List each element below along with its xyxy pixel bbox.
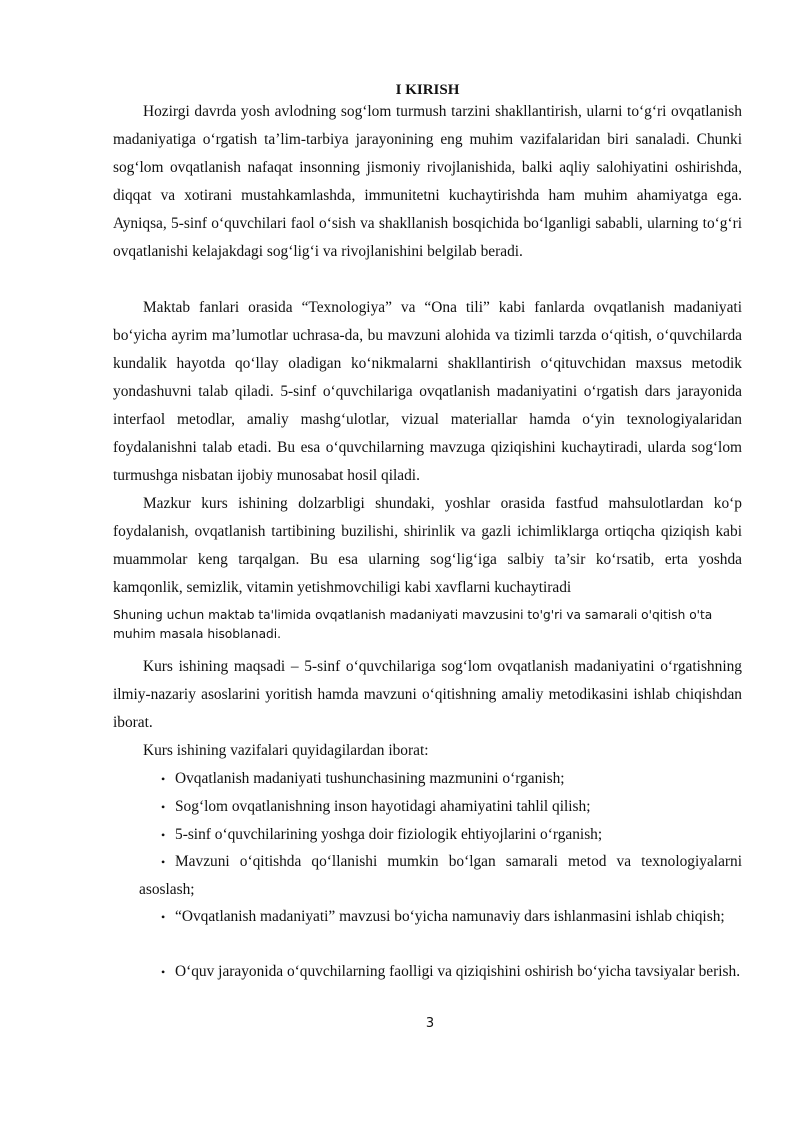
- intro-paragraph-1: Hozirgi davrda yosh avlodning sog‘lom turmush tarzini shakllantirish, ularni to‘g‘ri ovqatlanish madaniyatiga o‘rgatish ta’lim-tarbiya jarayonining eng muhim vazifalaridan biri sanaladi. Chunki sog‘lom ovqatlanish nafaqat insonning jismoniy rivojlanishida, balki aqliy salohiyatini oshirishda, diqqat va xotirani mustahkamlashda, immunitetni kuchaytirishda ham muhim ahamiyatga ega. Ayniqsa, 5-sinf o‘quvchilari faol o‘sish va shakllanish bosqichida bo‘lganligi sababli, ularning to‘g‘ri ovqatlanishi kelajakdagi sog‘lig‘i va rivojlanishini belgilab beradi.: [113, 103, 742, 260]
- intro-paragraph-2: Maktab fanlari orasida “Texnologiya” va “Ona tili” kabi fanlarda ovqatlanish madaniyati bo‘yicha ayrim ma’lumotlar uchrasa-da, bu mavzuni alohida va tizimli tarzda o‘qitish, o‘quvchilarda kundalik hayotda qo‘llay oladigan ko‘nikmalarni shakllantirish o‘qituvchidan maxsus metodik yondashuvni talab qiladi. 5-sinf o‘quvchilariga ovqatlanish madaniyatini o‘rgatish dars jarayonida interfaol metodlar, amaliy mashg‘ulotlar, vizual materiallar hamda o‘yin texnologiyalaridan foydalanishni talab etadi. Bu esa o‘quvchilarning mavzuga qiziqishini kuchaytiradi, ularda sog‘lom turmushga nisbatan ijobiy munosabat hosil qiladi.: [113, 299, 742, 484]
- task-text: O‘quv jarayonida o‘quvchilarning faolligi va qiziqishini oshirish bo‘yicha tavsiyalar berish.: [175, 963, 741, 980]
- task-item: [139, 848, 742, 904]
- page-number: 3: [425, 1016, 435, 1031]
- tasks-intro: Kurs ishining vazifalari quyidagilardan iborat:: [143, 742, 429, 759]
- bullet-icon: •: [161, 910, 166, 924]
- task-item: [139, 958, 742, 986]
- note-paragraph: Shuning uchun maktab ta'limida ovqatlanish madaniyati mavzusini to'g'ri va samarali o'qitish o'ta muhim masala hisoblanadi.: [113, 608, 713, 641]
- section-title: I KIRISH: [395, 82, 460, 98]
- bullet-icon: •: [161, 828, 166, 842]
- task-item: [139, 903, 742, 931]
- task-text: Sog‘lom ovqatlanishning inson hayotidagi ahamiyatini tahlil qilish;: [175, 798, 591, 815]
- task-text: “Ovqatlanish madaniyati” mavzusi bo‘yicha namunaviy dars ishlanmasini ishlab chiqish;: [175, 908, 725, 925]
- bullet-icon: •: [161, 965, 166, 979]
- aim-paragraph: Kurs ishining maqsadi – 5-sinf o‘quvchilariga sog‘lom ovqatlanish madaniyatini o‘rgatishning ilmiy-nazariy asoslarini yoritish hamda mavzuni o‘qitishning amaliy metodikasini ishlab chiqishdan iborat.: [113, 658, 742, 731]
- task-item: [139, 793, 742, 821]
- task-text: 5-sinf o‘quvchilarining yoshga doir fiziologik ehtiyojlarini o‘rganish;: [175, 826, 603, 843]
- task-item: [139, 821, 742, 849]
- task-item: [139, 765, 742, 793]
- relevance-paragraph: Mazkur kurs ishining dolzarbligi shundaki, yoshlar orasida fastfud mahsulotlardan ko‘p foydalanish, ovqatlanish tartibining buzilishi, shirinlik va gazli ichimliklarga ortiqcha qiziqish kabi muammolar keng tarqalgan. Bu esa ularning sog‘lig‘iga salbiy ta’sir ko‘rsatib, erta yoshda kamqonlik, semizlik, vitamin yetishmovchiligi kabi xavflarni kuchaytiradi: [113, 495, 742, 596]
- bullet-icon: •: [161, 772, 166, 786]
- bullet-icon: •: [161, 800, 166, 814]
- task-text: Mavzuni o‘qitishda qo‘llanishi mumkin bo‘lgan samarali metod va texnologiyalarni asoslash;: [139, 853, 742, 898]
- bullet-icon: •: [161, 855, 166, 869]
- task-text: Ovqatlanish madaniyati tushunchasining mazmunini o‘rganish;: [175, 770, 565, 787]
